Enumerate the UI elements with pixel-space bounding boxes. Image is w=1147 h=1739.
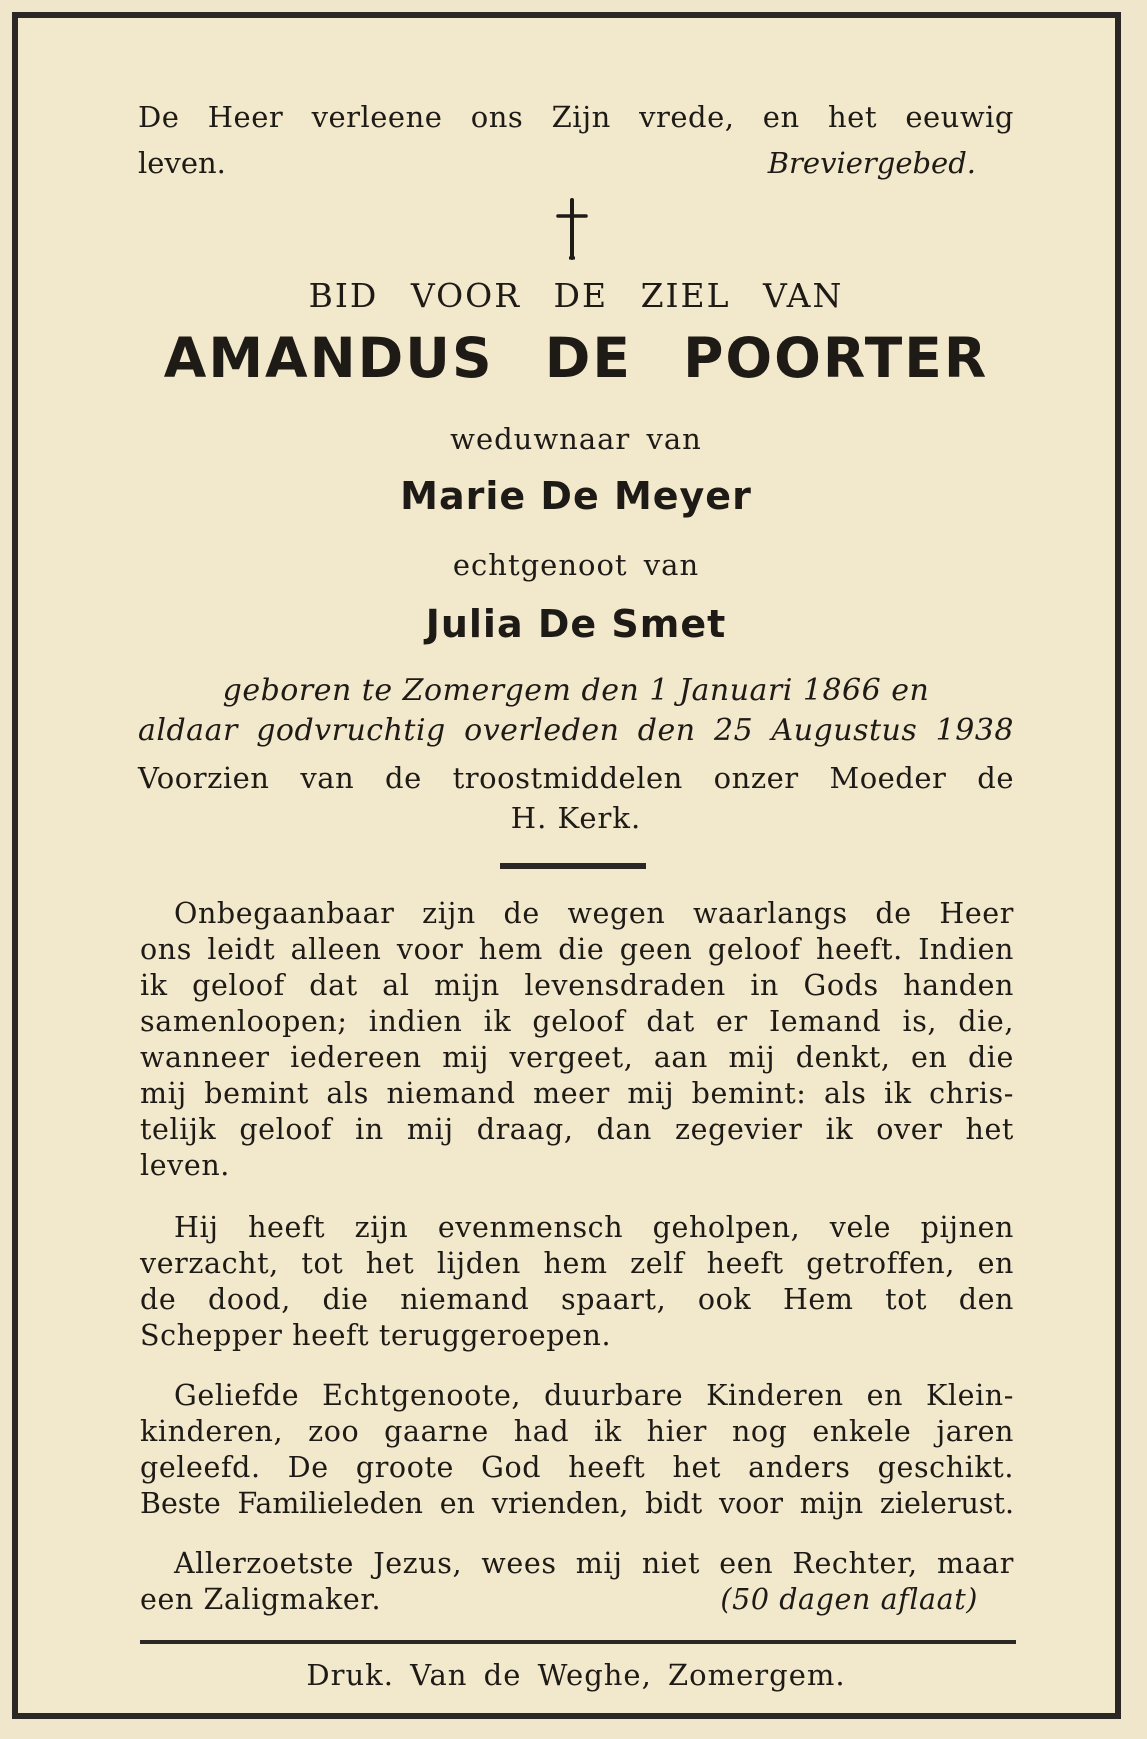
text-line: Schepper heeft teruggeroepen. <box>140 1319 612 1352</box>
text-line: wanneer iedereen mij vergeet, aan mij denkt, en die <box>140 1041 1014 1074</box>
prayer-source: Breviergebed. <box>767 146 976 180</box>
relation-widower: weduwnaar van <box>450 422 702 456</box>
memorial-card <box>12 12 1121 1719</box>
text-line: een Zaligmaker. <box>140 1583 382 1616</box>
text-line: Onbegaanbaar zijn de wegen waarlangs de Heer <box>174 897 1014 930</box>
divider-long <box>140 1640 1016 1644</box>
text-line: de dood, die niemand spaart, ook Hem tot den <box>140 1283 1014 1316</box>
paragraph-faith <box>140 896 1014 1184</box>
birth-line: geboren te Zomergem den 1 Januari 1866 en <box>222 673 930 708</box>
text-line: Beste Familieleden en vrienden, bidt voor mijn zielerust. <box>140 1487 1014 1520</box>
paragraph-life <box>140 1210 1014 1354</box>
paragraph-closing-prayer <box>140 1546 1014 1618</box>
text-line: samenloopen; indien ik geloof dat er Iemand is, die, <box>140 1005 1014 1038</box>
text-line: mij bemint als niemand meer mij bemint: als ik chris- <box>140 1077 1014 1110</box>
text-line: geleefd. De groote God heeft het anders geschikt. <box>140 1451 1014 1484</box>
deceased-name: AMANDUS DE POORTER <box>163 326 989 390</box>
text-line: ons leidt alleen voor hem die geen geloof heeft. Indien <box>140 933 1014 966</box>
printer-imprint: Druk. Van de Weghe, Zomergem. <box>306 1658 846 1692</box>
death-line: aldaar godvruchtig overleden den 25 Augustus 1938 <box>138 713 1014 748</box>
paragraph-farewell <box>140 1378 1014 1522</box>
second-spouse-name: Julia De Smet <box>425 602 727 646</box>
text-line: ik geloof dat al mijn levensdraden in Gods handen <box>140 969 1014 1002</box>
opening-prayer-line-1: De Heer verleene ons Zijn vrede, en het eeuwig <box>138 100 1014 134</box>
text-line: telijk geloof in mij draag, dan zegevier ik over het <box>140 1113 1014 1146</box>
text-line-with-indulgence <box>140 1582 1014 1618</box>
indulgence-note: (50 dagen aflaat) <box>720 1583 978 1616</box>
text-line: Hij heeft zijn evenmensch geholpen, vele pijnen <box>174 1211 1014 1244</box>
text-line: kinderen, zoo gaarne had ik hier nog enkele jaren <box>140 1415 1014 1448</box>
text-line: verzacht, tot het lijden hem zelf heeft getroffen, en <box>140 1247 1014 1280</box>
prayer-request: BID VOOR DE ZIEL VAN <box>308 276 844 315</box>
sacraments-line-2: H. Kerk. <box>510 801 642 835</box>
divider-short <box>500 863 646 869</box>
text-line: leven. <box>140 1149 230 1182</box>
relation-husband: echtgenoot van <box>452 548 700 582</box>
text-line: Geliefde Echtgenoote, duurbare Kinderen en Klein- <box>174 1379 1014 1412</box>
sacraments-line-1: Voorzien van de troostmiddelen onzer Moeder de <box>138 761 1014 795</box>
first-spouse-name: Marie De Meyer <box>400 474 752 518</box>
cross-icon <box>552 196 592 262</box>
opening-prayer-end: leven. <box>138 146 226 180</box>
opening-prayer-line-2 <box>138 142 1014 184</box>
text-line: Allerzoetste Jezus, wees mij niet een Rechter, maar <box>174 1547 1014 1580</box>
